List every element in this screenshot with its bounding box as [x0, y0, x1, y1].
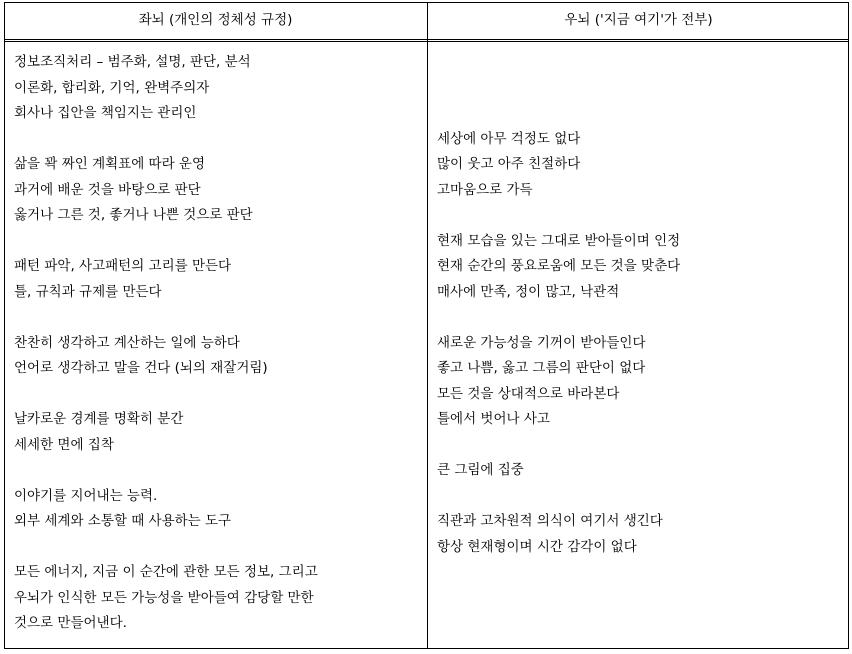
- right-brain-text-line: 틀에서 벗어나 사고: [437, 411, 550, 427]
- left-brain-text-line: 외부 세계와 소통할 때 사용하는 도구: [14, 513, 232, 529]
- header-divider: [4, 39, 849, 40]
- right-brain-text-line: 매사에 만족, 정이 많고, 낙관적: [437, 283, 620, 300]
- header-divider-double: [4, 41, 849, 42]
- left-brain-text-line: 찬찬히 생각하고 계산하는 일에 능하다: [14, 334, 240, 351]
- column-divider: [427, 2, 428, 649]
- left-brain-text-line: 이론화, 합리화, 기억, 완벽주의자: [14, 79, 210, 96]
- right-brain-text-line: 현재 모습을 있는 그대로 받아들이며 인정: [437, 232, 681, 249]
- left-brain-text-line: 패턴 파악, 사고패턴의 고리를 만든다: [14, 258, 232, 274]
- left-brain-text-line: 회사나 집안을 책임지는 관리인: [14, 105, 197, 121]
- left-brain-text-line: 우뇌가 인식한 모든 가능성을 받아들여 감당할 만한: [14, 589, 314, 606]
- right-brain-text-line: 많이 웃고 아주 친절하다: [437, 156, 581, 172]
- left-brain-text-line: 과거에 배운 것을 바탕으로 판단: [14, 181, 201, 198]
- right-brain-text-line: 모든 것을 상대적으로 바라본다: [437, 385, 620, 402]
- left-brain-header: 좌뇌 (개인의 정체성 규정): [138, 12, 293, 28]
- left-brain-text-line: 옳거나 그른 것, 좋거나 나쁜 것으로 판단: [14, 207, 253, 223]
- left-brain-text-line: 세세한 면에 집착: [14, 436, 114, 453]
- right-brain-text-line: 좋고 나쁨, 옳고 그름의 판단이 없다: [437, 360, 646, 376]
- left-brain-text-line: 날카로운 경계를 명확히 분간: [14, 411, 184, 427]
- left-brain-text-line: 모든 에너지, 지금 이 순간에 관한 모든 정보, 그리고: [14, 564, 318, 580]
- right-brain-text-line: 현재 순간의 풍요로움에 모든 것을 맞춘다: [437, 258, 681, 274]
- right-brain-text-line: 항상 현재형이며 시간 감각이 없다: [437, 538, 637, 555]
- right-brain-text-line: 새로운 가능성을 기꺼이 받아들인다: [437, 334, 646, 351]
- left-brain-text-line: 언어로 생각하고 말을 건다 (뇌의 재잘거림): [14, 360, 268, 376]
- right-brain-text-line: 큰 그림에 집중: [437, 462, 524, 478]
- right-brain-header: 우뇌 ('지금 여기'가 전부): [564, 12, 713, 28]
- left-brain-text-line: 삶을 꽉 짜인 계획표에 따라 운영: [14, 156, 205, 172]
- left-brain-text-line: 정보조직처리 – 범주화, 설명, 판단, 분석: [14, 54, 251, 70]
- right-brain-text-line: 고마움으로 가득: [437, 181, 533, 198]
- right-brain-text-line: 세상에 아무 걱정도 없다: [437, 130, 581, 147]
- left-brain-text-line: 틀, 규칙과 규제를 만든다: [14, 283, 162, 300]
- left-brain-text-line: 이야기를 지어내는 능력.: [14, 487, 158, 504]
- right-brain-text-line: 직관과 고차원적 의식이 여기서 생긴다: [437, 513, 663, 529]
- left-brain-text-line: 것으로 만들어낸다.: [14, 615, 127, 631]
